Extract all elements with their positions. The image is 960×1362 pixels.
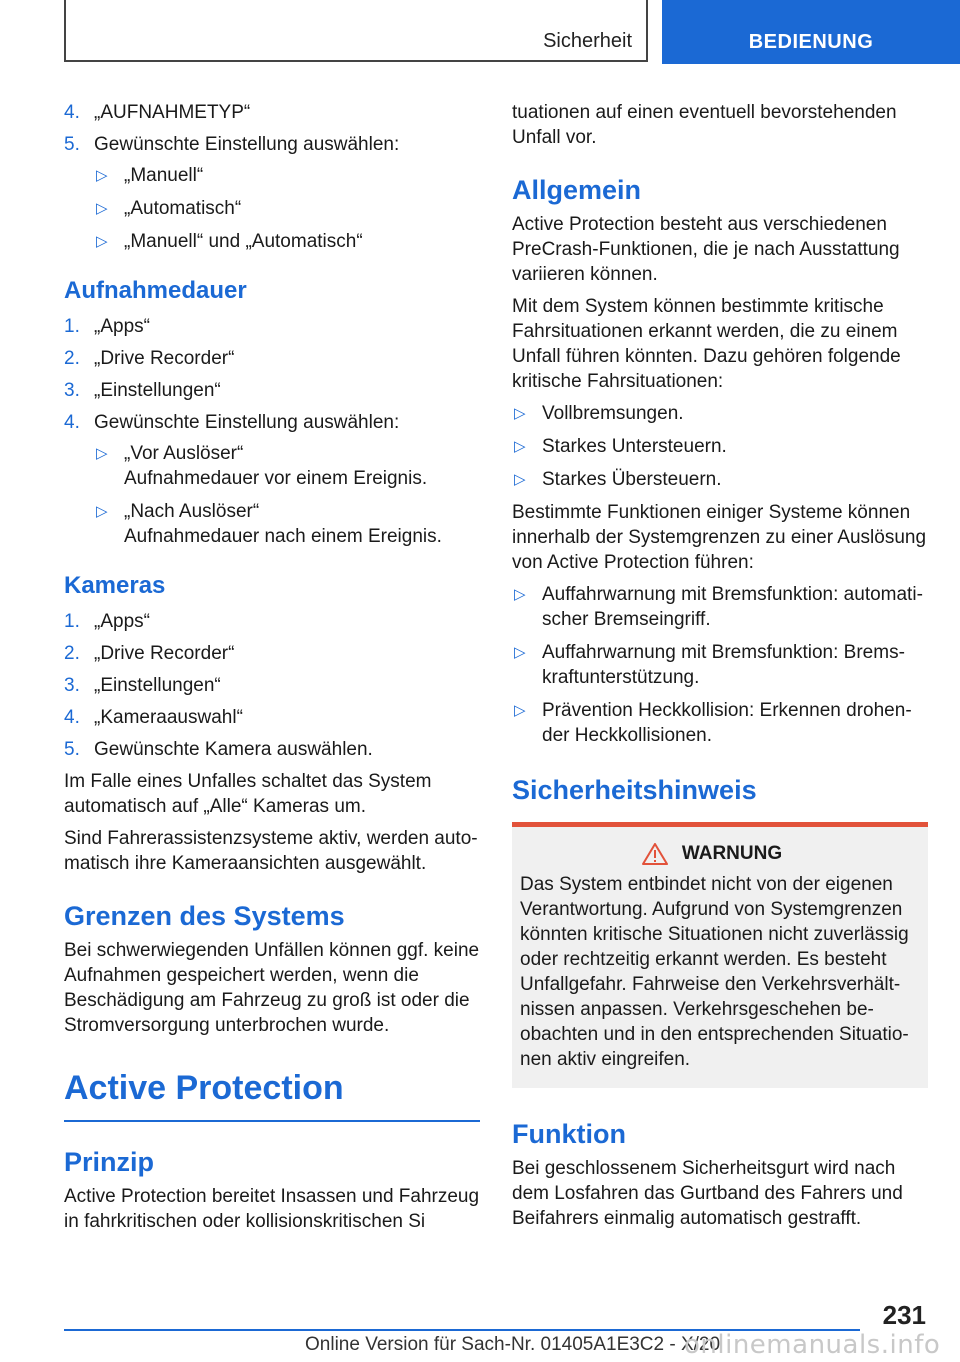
bullet-item bbox=[512, 467, 928, 492]
bullet-text: Prävention Heckkollision: Erkennen drohender Heckkollisionen. bbox=[542, 700, 912, 746]
right-column bbox=[512, 100, 928, 1238]
bullet-text: Starkes Übersteuern. bbox=[542, 469, 722, 490]
warning-triangle-icon bbox=[642, 843, 668, 865]
warning-text: Das System entbindet nicht von der eigenen Verantwortung. Aufgrund von Systemgrenzen könnten kritische Situationen nicht zuverlässig oder rechtzeitig erkannt werden. Es besteht Unfallgefahr. Fahrweise den Verkehrsverhältnissen anpassen. Verkehrsgeschehen beobachten und in den entsprechenden Situationen aktiv eingreifen. bbox=[520, 874, 909, 1070]
step-text: Gewünschte Kamera auswählen. bbox=[94, 739, 373, 760]
list-item bbox=[64, 609, 480, 634]
watermark-text: onlinemanuals.info bbox=[684, 1330, 941, 1360]
step-text: „Apps“ bbox=[94, 611, 150, 632]
heading-active-protection: Active Protection bbox=[64, 1066, 480, 1122]
prinzip-paragraph: Active Protection bereitet Insassen und Fahrzeug in fahrkritischen oder kollisionskritischen Si bbox=[64, 1186, 480, 1232]
warning-box bbox=[512, 822, 928, 1088]
step-text: Gewünschte Einstellung auswählen: bbox=[94, 412, 400, 433]
step-text: „Kameraauswahl“ bbox=[94, 707, 243, 728]
warning-label: WARNUNG bbox=[681, 843, 783, 864]
bullet-text: „Vor Auslöser“ bbox=[124, 443, 244, 464]
heading-prinzip: Prinzip bbox=[64, 1147, 155, 1177]
list-item bbox=[64, 132, 480, 254]
header-chapter-label: BEDIENUNG bbox=[748, 31, 874, 53]
triangle-right-icon: ▷ bbox=[514, 702, 526, 719]
grenzen-paragraph: Bei schwerwiegenden Unfällen können ggf. keine Aufnahmen gespeichert werden, wenn die Beschädigung am Fahrzeug zu groß ist oder die Stromversorgung unterbrochen wurde. bbox=[64, 940, 480, 1036]
fahrsituationen-list bbox=[512, 401, 928, 492]
triangle-right-icon: ▷ bbox=[96, 233, 108, 250]
step-number: 5. bbox=[64, 134, 80, 155]
triangle-right-icon: ▷ bbox=[514, 438, 526, 455]
heading-allgemein: Allgemein bbox=[512, 175, 642, 205]
heading-aufnahmedauer: Aufnahmedauer bbox=[64, 277, 247, 304]
list-item bbox=[64, 737, 480, 762]
step-text: „Drive Recorder“ bbox=[94, 348, 235, 369]
step-number: 3. bbox=[64, 675, 80, 696]
step-text: „Drive Recorder“ bbox=[94, 643, 235, 664]
step-text: „Einstellungen“ bbox=[94, 675, 221, 696]
step-text: „AUFNAHMETYP“ bbox=[94, 102, 251, 123]
kameras-paragraph-2: Sind Fahrerassistenzsysteme aktiv, werden automatisch ihre Kameraansichten ausgewählt. bbox=[64, 828, 478, 874]
bullet-text: Vollbremsungen. bbox=[542, 403, 684, 424]
header-section-title: Sicherheit bbox=[543, 30, 632, 52]
bullet-text: Starkes Untersteuern. bbox=[542, 436, 727, 457]
step-number: 5. bbox=[64, 739, 80, 760]
bullet-text: „Automatisch“ bbox=[124, 198, 242, 219]
heading-funktion: Funktion bbox=[512, 1119, 626, 1149]
triangle-right-icon: ▷ bbox=[514, 644, 526, 661]
step-number: 2. bbox=[64, 348, 80, 369]
kameras-steps bbox=[64, 609, 480, 762]
bullet-item bbox=[512, 698, 928, 748]
bullet-item bbox=[94, 229, 480, 254]
triangle-right-icon: ▷ bbox=[96, 503, 108, 520]
triangle-right-icon: ▷ bbox=[96, 167, 108, 184]
left-column bbox=[64, 100, 480, 1241]
list-item bbox=[64, 410, 480, 549]
heading-grenzen: Grenzen des Systems bbox=[64, 901, 345, 931]
list-item bbox=[64, 641, 480, 666]
allgemein-paragraph-1: Active Protection besteht aus verschiedenen PreCrash-Funktionen, die je nach Ausstattung variieren können. bbox=[512, 214, 900, 285]
list-item bbox=[64, 705, 480, 730]
bullet-item bbox=[94, 196, 480, 221]
top-steps-list bbox=[64, 100, 480, 254]
header-chapter-tab[interactable] bbox=[662, 0, 960, 64]
header-section-box bbox=[64, 0, 648, 62]
bullet-description: Aufnahmedauer nach einem Ereignis. bbox=[124, 526, 442, 547]
step-number: 4. bbox=[64, 707, 80, 728]
step-number: 4. bbox=[64, 412, 80, 433]
bullet-text: „Manuell“ und „Automatisch“ bbox=[124, 231, 363, 252]
step-number: 4. bbox=[64, 102, 80, 123]
bullet-item bbox=[512, 401, 928, 426]
option-bullets bbox=[94, 163, 480, 254]
kameras-paragraph-1: Im Falle eines Unfalles schaltet das System automatisch auf „Alle“ Kameras um. bbox=[64, 771, 432, 817]
triangle-right-icon: ▷ bbox=[514, 586, 526, 603]
bullet-item bbox=[512, 434, 928, 459]
aufnahmedauer-steps bbox=[64, 314, 480, 549]
funktionen-list bbox=[512, 582, 928, 748]
list-item bbox=[64, 100, 480, 125]
triangle-right-icon: ▷ bbox=[96, 445, 108, 462]
step-number: 1. bbox=[64, 316, 80, 337]
step-text: „Apps“ bbox=[94, 316, 150, 337]
allgemein-paragraph-3: Bestimmte Funktionen einiger Systeme können innerhalb der Systemgrenzen zu einer Auslösung von Active Protection führen: bbox=[512, 502, 927, 573]
bullet-item bbox=[94, 163, 480, 188]
bullet-item bbox=[94, 441, 480, 491]
step-text: „Einstellungen“ bbox=[94, 380, 221, 401]
bullet-text: Auffahrwarnung mit Bremsfunktion: automatischer Bremseingriff. bbox=[542, 584, 923, 630]
funktion-paragraph: Bei geschlossenem Sicherheitsgurt wird nach dem Losfahren das Gurtband des Fahrers und Beifahrers einmalig automatisch gestrafft. bbox=[512, 1158, 903, 1229]
list-item bbox=[64, 346, 480, 371]
bullet-description: Aufnahmedauer vor einem Ereignis. bbox=[124, 468, 428, 489]
bullet-text: „Manuell“ bbox=[124, 165, 204, 186]
footer-online-version: Online Version für Sach-Nr. 01405A1E3C2 - X/20 bbox=[305, 1334, 721, 1355]
step-number: 2. bbox=[64, 643, 80, 664]
bullet-text: „Nach Auslöser“ bbox=[124, 501, 260, 522]
step-text: Gewünschte Einstellung auswählen: bbox=[94, 134, 400, 155]
page-number: 231 bbox=[882, 1300, 926, 1330]
heading-sicherheitshinweis: Sicherheitshinweis bbox=[512, 775, 757, 805]
triangle-right-icon: ▷ bbox=[514, 405, 526, 422]
continued-paragraph: tuationen auf einen eventuell bevorstehenden Unfall vor. bbox=[512, 102, 897, 148]
bullet-item bbox=[94, 499, 480, 549]
allgemein-paragraph-2: Mit dem System können bestimmte kritische Fahrsituationen erkannt werden, die zu einem Unfall führen könnten. Dazu gehören folgende kritische Fahrsituationen: bbox=[512, 296, 901, 392]
heading-kameras: Kameras bbox=[64, 572, 166, 599]
bullet-item bbox=[512, 582, 928, 632]
bullet-text: Auffahrwarnung mit Bremsfunktion: Bremskraftunterstützung. bbox=[542, 642, 905, 688]
list-item bbox=[64, 314, 480, 339]
list-item bbox=[64, 673, 480, 698]
step-number: 1. bbox=[64, 611, 80, 632]
warning-header bbox=[506, 841, 918, 866]
triangle-right-icon: ▷ bbox=[96, 200, 108, 217]
page-header bbox=[0, 0, 960, 66]
bullet-item bbox=[512, 640, 928, 690]
triangle-right-icon: ▷ bbox=[514, 471, 526, 488]
list-item bbox=[64, 378, 480, 403]
step-number: 3. bbox=[64, 380, 80, 401]
option-bullets bbox=[94, 441, 480, 549]
